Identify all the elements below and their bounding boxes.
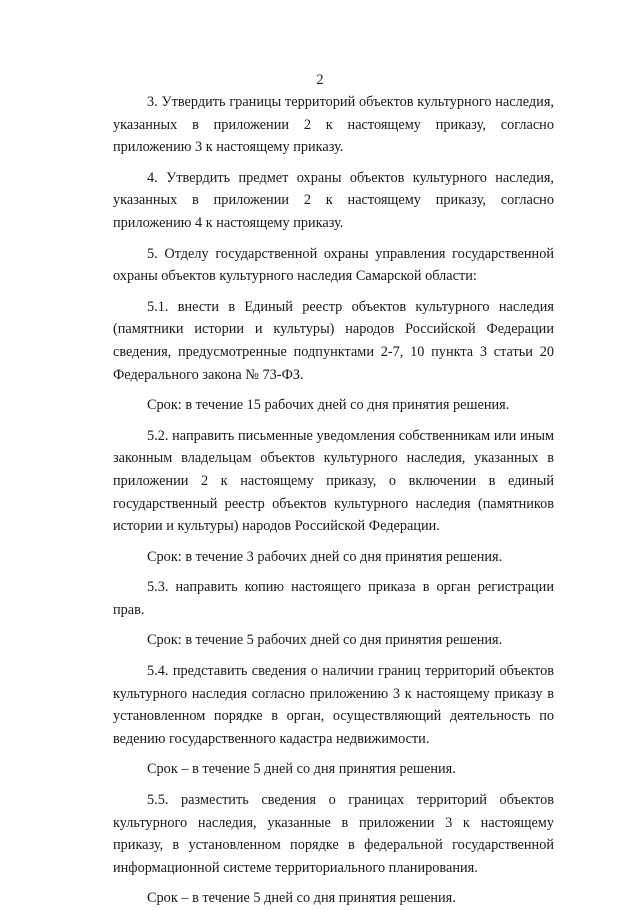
deadline-5-1: Срок: в течение 15 рабочих дней со дня принятия решения. [147, 397, 510, 414]
page-number: 2 [316, 72, 324, 88]
paragraph-5-3: 5.3. направить копию настоящего приказа в орган регистрации прав. [113, 579, 554, 618]
document-body [113, 91, 554, 910]
paragraph-5-4: 5.4. представить сведения о наличии границ территорий объектов культурного наследия согласно приложению 3 к настоящему приказу в установленном порядке в орган, осуществляющий деятельность по ведению государственного кадастра недвижимости. [113, 663, 554, 747]
deadline-5-4: Срок – в течение 5 дней со дня принятия решения. [147, 761, 456, 778]
deadline-5-2: Срок: в течение 3 рабочих дней со дня принятия решения. [147, 548, 503, 565]
paragraph-5: 5. Отделу государственной охраны управления государственной охраны объектов культурного наследия Самарской области: [113, 245, 554, 285]
deadline-5-3: Срок: в течение 5 рабочих дней со дня принятия решения. [147, 632, 503, 649]
deadline-5-5: Срок – в течение 5 дней со дня принятия решения. [147, 890, 456, 907]
paragraph-3: 3. Утвердить границы территорий объектов культурного наследия, указанных в приложении 2 к настоящему приказу, согласно приложению 3 к настоящему приказу. [113, 94, 554, 156]
paragraph-5-5: 5.5. разместить сведения о границах территорий объектов культурного наследия, указанные в приложении 3 к настоящему приказу, в установленном порядке в федеральной государственной информационной системе территориального планирования. [113, 792, 554, 876]
paragraph-5-1: 5.1. внести в Единый реестр объектов культурного наследия (памятники истории и культуры) народов Российской Федерации сведения, предусмотренные подпунктами 2-7, 10 пункта 3 статьи 20 Федерального закона № 73-ФЗ. [113, 298, 554, 383]
paragraph-5-2: 5.2. направить письменные уведомления собственникам или иным законным владельцам объектов культурного наследия, указанных в приложении 2 к настоящему приказу, о включении в единый государственный реестр объектов культурного наследия (памятников истории и культуры) народов Российской Федерации. [113, 427, 554, 535]
paragraph-4: 4. Утвердить предмет охраны объектов культурного наследия, указанных в приложении 2 к настоящему приказу, согласно приложению 4 к настоящему приказу. [113, 169, 554, 231]
